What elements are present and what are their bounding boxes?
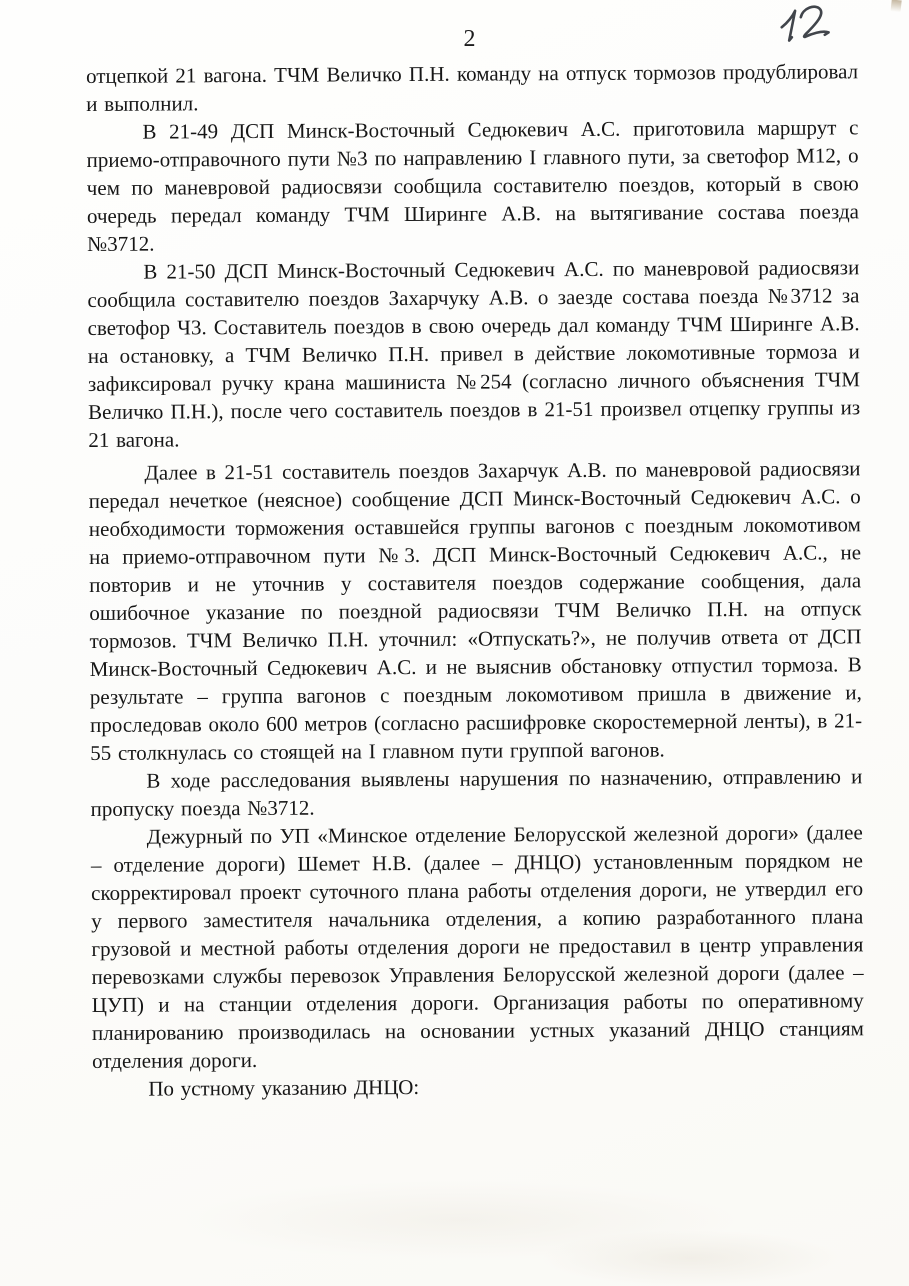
body-paragraph: По устному указанию ДНЦО: bbox=[148, 1074, 420, 1101]
scan-artifact-smudge bbox=[180, 1180, 740, 1260]
handwritten-12-strokes bbox=[765, 0, 861, 63]
body-paragraph: отцепкой 21 вагона. ТЧМ Величко П.Н. команду на отпуск тормозов продублировал и выполнил. bbox=[86, 59, 859, 116]
body-paragraph: Далее в 21-51 составитель поездов Захарчук А.В. по маневровой радиосвязи передал нечеткое (неясное) сообщение ДСП Минск-Восточный Седюкевич А.С. о необходимости торможения оставшейся группы вагонов с поездным локомотивом на приемо-отправочном пути №3. ДСП Минск-Восточный Седюкевич А.С., не повторив и не уточнив у составителя поездов содержание сообщения, дала ошибочное указание по поездной радиосвязи ТЧМ Величко П.Н. на отпуск тормозов. ТЧМ Величко П.Н. уточнил: «Отпускать?», не получив ответа от ДСП Минск-Восточный Седюкевич А.С. и не выяснив обстановку отпустил тормоза. В результате – группа вагонов с поездным локомотивом пришла в движение и, проследовав около 600 метров (согласно расшифровке скоростемерной ленты), в 21-55 столкнулась со стоящей на I главном пути группой вагонов. bbox=[88, 456, 863, 765]
body-paragraph: В 21-49 ДСП Минск-Восточный Седюкевич А.С. приготовила маршрут с приемо-отправочного пути №3 по направлению I главного пути, за светофор М12, о чем по маневровой радиосвязи сообщила составителю поездов, который в свою очередь передал команду ТЧМ Ширинге А.В. на вытягивание состава поезда №3712. bbox=[86, 115, 859, 256]
body-paragraph: В ходе расследования выявлены нарушения по назначению, отправлению и пропуску поезда №3712. bbox=[90, 764, 863, 821]
body-paragraph: Дежурный по УП «Минское отделение Белорусской железной дороги» (далее – отделение дороги) Шемет Н.В. (далее – ДНЦО) установленным порядком не скорректировал проект суточного плана работы отделения дороги, не утвердил его у первого заместителя начальника отделения, а копию разработанного плана грузовой и местной работы отделения дороги не предоставил в центр управления перевозками службы перевозок Управления Белорусской железной дороги (далее – ЦУП) и на станции отделения дороги. Организация работы по оперативному планированию производилась на основании устных указаний ДНЦО станциям отделения дороги. bbox=[90, 820, 864, 1073]
handwritten-page-mark bbox=[765, 0, 861, 63]
scan-artifact-corner bbox=[890, 0, 901, 14]
scan-artifact-smudge bbox=[540, 1230, 840, 1286]
document-text-body bbox=[86, 57, 864, 1103]
body-paragraph: В 21-50 ДСП Минск-Восточный Седюкевич А.С. по маневровой радиосвязи сообщила составителю поездов Захарчуку А.В. о заезде состава поезда №3712 за светофор Ч3. Составитель поездов в свою очередь дал команду ТЧМ Ширинге А.В. на остановку, а ТЧМ Величко П.Н. привел в действие локомотивные тормоза и зафиксировал ручку крана машиниста №254 (согласно личного объяснения ТЧМ Величко П.Н.), после чего составитель поездов в 21-51 произвел отцепку группы из 21 вагона. bbox=[87, 255, 861, 452]
page-number: 2 bbox=[463, 26, 477, 52]
